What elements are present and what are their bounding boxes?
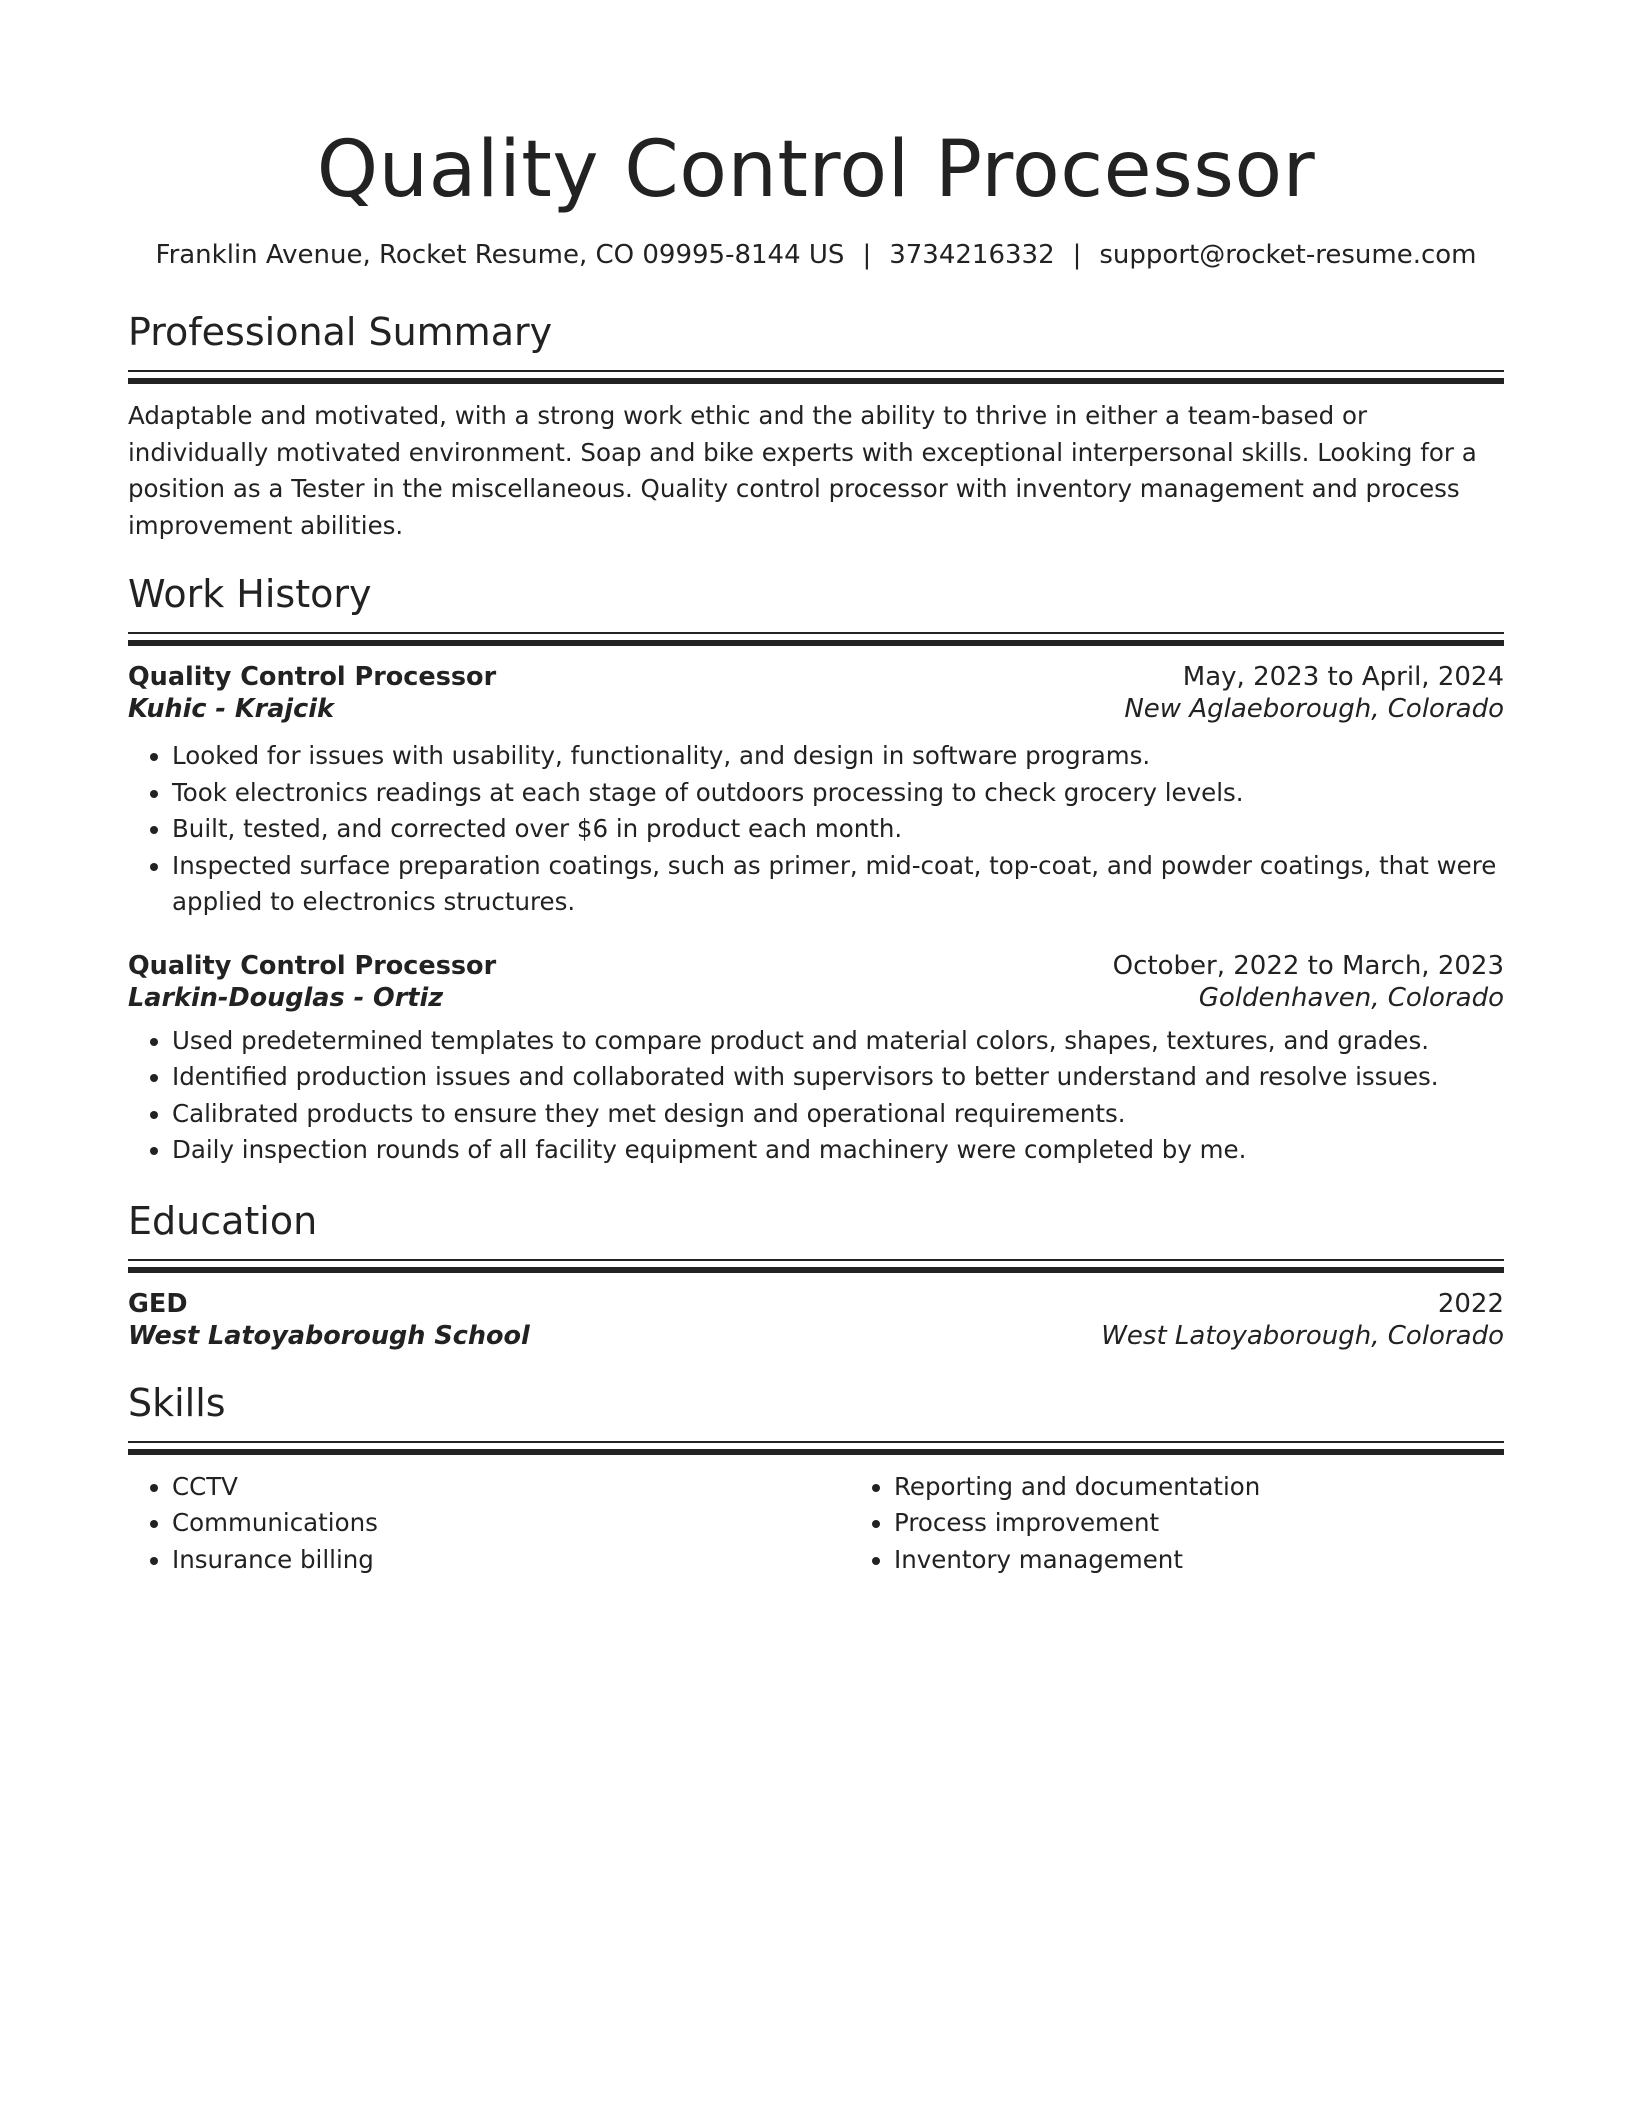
skill-item: • Process improvement — [894, 1505, 1572, 1542]
job-location: New Aglaeborough, Colorado — [1124, 694, 1504, 724]
work-history-section — [128, 570, 1504, 1169]
job-header-row — [128, 951, 1504, 981]
job-dates: October, 2022 to March, 2023 — [1112, 950, 1504, 981]
resume-page — [128, 0, 1504, 1578]
section-divider — [128, 1441, 1504, 1443]
contact-separator: | — [1072, 240, 1082, 270]
job-bullets — [128, 1023, 1504, 1169]
skills-list-left — [128, 1469, 850, 1579]
section-divider — [128, 1259, 1504, 1261]
job-title: Quality Control Processor — [128, 950, 497, 981]
skill-item: • Inventory management — [894, 1542, 1572, 1579]
section-divider-thick — [128, 378, 1504, 384]
section-divider — [128, 632, 1504, 634]
summary-text: Adaptable and motivated, with a strong work ethic and the ability to thrive in either a team-based or individually motivated environment. Soap and bike experts with exceptional interpersonal skills. Looking for a position as a Tester in the miscellaneous. Quality control processor with inventory management and process improvement abilities. — [128, 401, 1477, 540]
job-bullet: • Identified production issues and collaborated with supervisors to better understand and resolve issues. — [172, 1059, 1504, 1096]
contact-email: support@rocket-resume.com — [1099, 240, 1477, 270]
skills-columns — [128, 1469, 1504, 1579]
job-entry — [128, 662, 1504, 921]
resume-title: Quality Control Processor — [316, 125, 1316, 215]
job-location: Goldenhaven, Colorado — [1198, 982, 1504, 1013]
contact-line — [128, 238, 1504, 272]
job-bullet: • Looked for issues with usability, functionality, and design in software programs. — [172, 738, 1504, 775]
skills-section — [128, 1379, 1504, 1579]
job-bullets — [128, 738, 1504, 921]
skill-item: • CCTV — [172, 1469, 850, 1506]
job-header-row — [128, 662, 1504, 692]
section-divider-thick — [128, 640, 1504, 646]
education-school: West Latoyaborough School — [128, 1320, 530, 1351]
education-heading: Education — [128, 1198, 318, 1243]
job-entry — [128, 951, 1504, 1169]
summary-heading: Professional Summary — [128, 310, 553, 354]
section-divider-thick — [128, 1267, 1504, 1273]
job-company: Kuhic - Krajcik — [128, 694, 334, 724]
education-degree: GED — [128, 1288, 188, 1319]
job-bullet: • Took electronics readings at each stage of outdoors processing to check grocery levels. — [172, 775, 1504, 812]
contact-phone: 3734216332 — [889, 240, 1055, 270]
job-company: Larkin-Douglas - Ortiz — [128, 982, 444, 1013]
skills-heading: Skills — [128, 1380, 226, 1425]
job-bullet: • Used predetermined templates to compare product and material colors, shapes, textures, and grades. — [172, 1023, 1504, 1060]
skills-list-right — [850, 1469, 1572, 1579]
job-title: Quality Control Processor — [128, 662, 497, 692]
skill-item: • Insurance billing — [172, 1542, 850, 1579]
skill-item: • Reporting and documentation — [894, 1469, 1572, 1506]
education-section — [128, 1197, 1504, 1351]
work-history-heading: Work History — [128, 572, 372, 616]
job-company-row — [128, 983, 1504, 1013]
job-bullet: • Inspected surface preparation coatings, such as primer, mid-coat, top-coat, and powder coatings, that were applied to electronics structures. — [172, 848, 1504, 921]
job-bullet: • Built, tested, and corrected over $6 in product each month. — [172, 811, 1504, 848]
contact-separator: | — [862, 240, 872, 270]
summary-section — [128, 308, 1504, 544]
job-bullet: • Calibrated products to ensure they met design and operational requirements. — [172, 1096, 1504, 1133]
skill-item: • Communications — [172, 1505, 850, 1542]
job-company-row — [128, 694, 1504, 724]
education-location: West Latoyaborough, Colorado — [1101, 1320, 1504, 1351]
contact-address: Franklin Avenue, Rocket Resume, CO 09995-8144 US — [155, 240, 845, 270]
education-degree-row — [128, 1289, 1504, 1319]
job-bullet: • Daily inspection rounds of all facility equipment and machinery were completed by me. — [172, 1132, 1504, 1169]
job-dates: May, 2023 to April, 2024 — [1182, 662, 1504, 692]
section-divider-thick — [128, 1449, 1504, 1455]
education-school-row — [128, 1321, 1504, 1351]
section-divider — [128, 370, 1504, 372]
education-year: 2022 — [1437, 1288, 1504, 1319]
